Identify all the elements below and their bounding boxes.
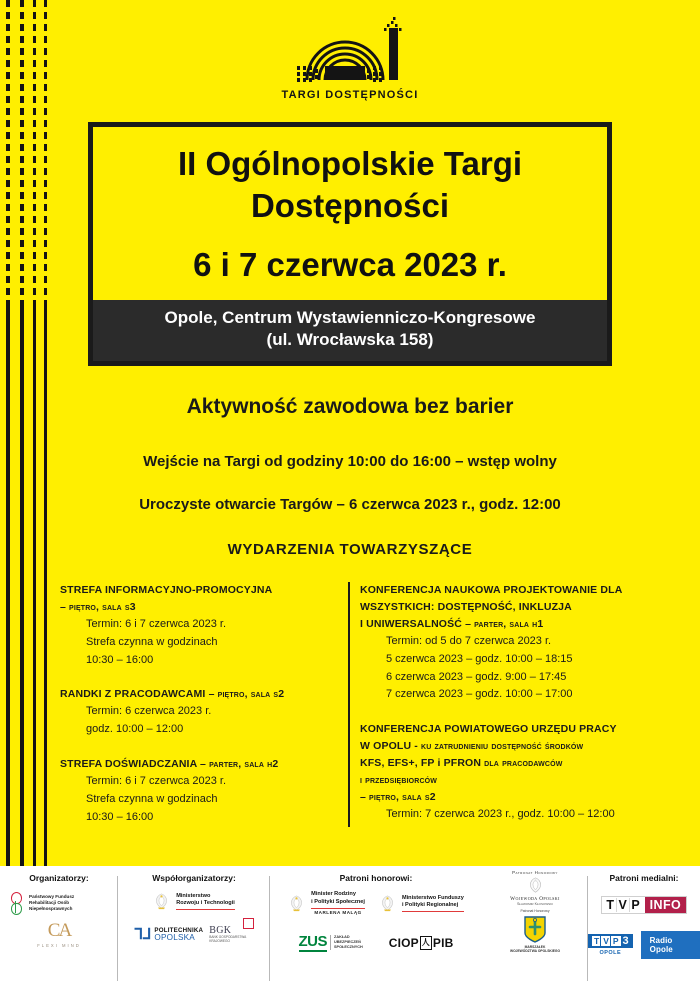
event-line: 5 czerwca 2023 – godz. 10:00 – 18:15 [386,652,573,665]
event-line: Termin: 6 i 7 czerwca 2023 r. [86,618,227,630]
mrit-line-1: Ministerstwo [176,892,211,899]
logo-pfron-text [29,894,74,913]
logo-politechnika-bgk-row [118,925,270,944]
event-line: Strefa czynna w godzinach [86,635,218,648]
media-second-row [588,931,700,959]
event-location: – piętro, sala s2 [360,791,436,804]
logo-zus [299,933,363,952]
bgk-sub-2: KRAJOWEGO [209,938,230,943]
politechnika-line-2: OPOLSKA [154,932,195,942]
event-title-text: STREFA INFORMACYJNO-PROMOCYJNA [60,584,273,596]
bgk-sub-1: BANK GOSPODARSTWA [209,935,247,939]
event-title [60,756,336,773]
wojewoda-patronage-label: Patronat Honorowy [512,870,558,875]
tvp3-caption: OPOLE [599,950,622,956]
logo-wojewoda-opolski [482,866,588,906]
events-left-column [60,582,348,827]
tvp-letter-v: V [617,898,630,912]
entry-info: Wejście na Targi od godziny 10:00 do 16:00 – wstęp wolny [143,453,557,470]
tvp-letters [602,897,645,913]
event-title-smallcaps: - ku zatrudnieniu dostępność środków [411,740,584,753]
event-title-text: STREFA DOŚWIADCZANIA [60,758,197,771]
polish-eagle-icon [153,892,170,911]
footer-heading-honorary: Patroni honorowi: [339,873,413,883]
event-randki-z-pracodawcami [60,686,336,739]
venue-line-2: (ul. Wrocławska 158) [266,330,434,350]
title-inner [93,127,607,300]
ciop-right: PIB [432,935,454,950]
accent-line [402,911,464,912]
venue-line-1: Opole, Centrum Wystawienniczo-Kongresowe [164,307,536,327]
mrit-line-2: Rozwoju i Technologii [176,900,235,907]
politechnika-text [154,927,203,942]
bgk-square-icon [243,918,254,929]
event-title-line-3 [360,616,652,633]
honorary-institutions-row [270,933,482,952]
column-divider [348,582,350,827]
mrips-line-1: Minister Rodziny [311,891,356,897]
marszalek-line-2: WOJEWÓDZTWA OPOLSKIEGO [509,949,561,954]
events-heading: WYDARZENIA TOWARZYSZĄCE [227,541,473,558]
event-strefa-doswiadczania [60,756,336,826]
tvp-info-word: INFO [645,897,686,913]
zus-underline [299,950,328,952]
pfron-line-2: Rehabilitacji Osób [29,899,70,905]
tvp-letter-p: P [631,898,641,912]
logo-ciop-pib [389,936,454,950]
event-location: – piętro, sala s2 [208,688,285,701]
event-title-line-2: WSZYSTKICH: DOSTĘPNOŚĆ, INKLUZJA [360,601,572,613]
stripe-4 [44,0,48,866]
event-location: – piętro, sala s3 [60,601,136,613]
event-title-smallcaps: dla pracodawców [481,757,563,770]
tvp3-letter-t: T [594,936,600,946]
wojewoda-name: Wojewoda Opolski [510,896,560,902]
ciop-person-icon: 人 [420,936,432,950]
event-location: – parter, sala h2 [200,758,279,771]
logo-radio-opole: Radio Opole [641,931,700,959]
footer-media-patrons [588,866,700,989]
pfron-line-3: Niepełnosprawnych [29,906,73,912]
event-logo [0,14,700,101]
polish-eagle-icon [288,894,305,913]
footer-regional-patrons [482,866,588,989]
tvp-letter-t: T [605,898,617,912]
event-line: Termin: od 5 do 7 czerwca 2023 r. [386,635,552,647]
title-box [88,122,612,366]
mrips-line-2: i Polityki Społecznej [311,898,365,905]
logo-mrit [118,892,270,911]
zus-mark-wrap [299,933,328,952]
mfipr-line-2: i Polityki Regionalnej [401,902,459,909]
logo-text: TARGI DOSTĘPNOŚCI [281,89,419,101]
event-title-text: I UNIWERSALNOŚĆ [360,618,462,630]
footer-coorganizers [118,866,270,989]
footer-honorary-patrons [270,866,482,989]
event-title-bold: W OPOLU [360,740,412,753]
opole-coat-of-arms-icon [522,914,548,944]
event-line: 10:30 – 16:00 [86,653,154,666]
politechnika-mark-icon: ⅂⅃ [134,925,152,943]
tvp3-mark [588,934,633,948]
event-line: Termin: 7 czerwca 2023 r., godz. 10:00 – 12:00 [386,808,615,821]
stripe-3 [33,0,37,866]
tulip-icon [10,892,26,914]
event-line: 6 czerwca 2023 – godz. 9:00 – 17:45 [386,670,567,683]
events-columns [60,582,660,827]
polish-eagle-icon [527,876,544,895]
tvp-info-mark [601,896,687,914]
bgk-mark: BGK [209,925,232,936]
venue-bar [93,300,607,361]
targi-dostepnosci-arch-logo [289,14,411,86]
ca-sub: FLEXI MIND [37,943,81,948]
accent-line [311,908,365,909]
accent-line [176,909,235,910]
logo-mfipr-text [402,895,464,913]
event-title-line-1: KONFERENCJA NAUKOWA PROJEKTOWANIE DLA [360,584,623,596]
event-location: – parter, sala h1 [465,618,544,630]
logo-marszalek-opolskie [482,909,588,953]
polish-eagle-icon [379,894,396,913]
footer-heading-organizers: Organizatorzy: [29,873,89,883]
footer-organizers [0,866,118,989]
politechnika-line-1: POLITECHNIKA [154,926,204,934]
event-line: Termin: 6 czerwca 2023 r. [86,705,212,718]
event-line: 7 czerwca 2023 – godz. 10:00 – 17:00 [386,688,573,701]
event-line: godz. 10:00 – 12:00 [86,723,184,736]
pfron-line-1: Państwowy Fundusz [29,893,75,899]
event-title [60,686,336,703]
event-title-line-1: KONFERENCJA POWIATOWEGO URZĘDU PRACY [360,723,617,736]
honorary-ministers-row [270,891,482,916]
event-line: 10:30 – 16:00 [86,810,154,823]
tvp3-number: 3 [622,935,629,947]
zus-sub-2: UBEZPIECZEŃ [334,940,361,945]
tvp3-letter-v: V [603,936,609,946]
logo-ca-flexi-mind [0,920,118,948]
zus-mark: ZUS [298,932,328,950]
marszalek-line-1: MARSZAŁEK [524,945,546,949]
event-line: Strefa czynna w godzinach [86,792,218,805]
logo-bgk [209,925,253,944]
zus-sub-text [330,935,363,950]
decorative-stripes [0,0,48,866]
event-konferencja-pup-opole [360,721,652,824]
mfipr-line-1: Ministerstwo Funduszy [401,894,464,901]
logo-politechnika-opolska [135,927,204,942]
title-line-1: II Ogólnopolskie Targi [177,145,523,182]
ciop-left: CIOP [388,935,419,950]
title-date: 6 i 7 czerwca 2023 r. [193,246,507,284]
logo-mrips-text [311,891,365,916]
event-title-line-4: i przedsiębiorców [360,774,438,787]
footer-columns [0,866,700,989]
wojewoda-person: Sławomir Kłosowski [516,902,554,906]
tvp3-letter-p: P [612,936,619,946]
marszalek-patronage-label: Patronat Honorowy [520,909,550,913]
event-konferencja-naukowa [360,582,652,704]
logo-tvp3-opole [588,931,633,956]
footer [0,866,700,989]
logo-pfron [10,892,118,914]
zus-sub-1: ZAKŁAD [334,935,350,940]
logo-mrit-text [176,893,235,911]
event-title [60,582,336,599]
events-right-column [360,582,652,827]
event-strefa-informacyjno-promocyjna [60,582,336,669]
event-title-bold: KFS, EFS+, FP i PFRON [360,757,482,770]
event-title-line-2 [360,738,652,755]
ca-mark: CA [47,920,71,941]
tvp3-letters [592,936,621,946]
slogan: Aktywność zawodowa bez barier [186,395,514,418]
event-title-line-3 [360,755,652,772]
title-line-2: Dostępności [250,186,450,224]
mrips-minister-name: MARLENA MALĄG [314,909,362,915]
zus-sub-3: SPOŁECZNYCH [334,944,363,949]
stripe-2 [20,0,24,866]
logo-mrips [288,891,365,916]
footer-heading-coorganizers: Współorganizatorzy: [152,873,236,883]
stripe-1 [6,0,10,866]
opening-info: Uroczyste otwarcie Targów – 6 czerwca 2023 r., godz. 12:00 [139,496,561,513]
event-line: Termin: 6 i 7 czerwca 2023 r. [86,775,227,788]
logo-mfipr [379,894,464,913]
event-title-text: RANDKI Z PRACODAWCAMI [60,688,206,701]
logo-tvp-info [588,896,700,914]
footer-heading-media: Patroni medialni: [609,873,679,883]
